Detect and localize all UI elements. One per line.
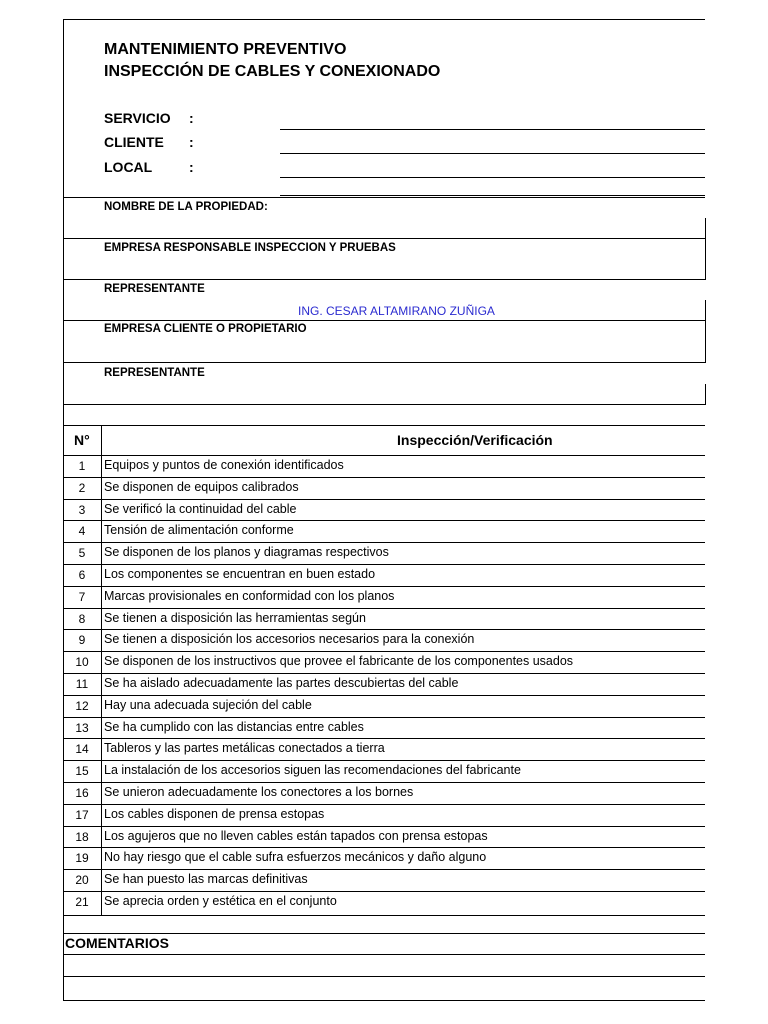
property-name-label: NOMBRE DE LA PROPIEDAD: <box>104 201 268 213</box>
row-text: Los cables disponen de prensa estopas <box>104 806 325 821</box>
row-divider <box>63 695 705 696</box>
row-divider <box>63 847 705 848</box>
row-divider <box>63 869 705 870</box>
divider-after-local <box>280 195 705 196</box>
row-number: 4 <box>78 524 86 539</box>
section-divider <box>63 362 706 363</box>
section-divider <box>63 279 706 280</box>
row-divider <box>63 717 705 718</box>
row-text: Equipos y puntos de conexión identificados <box>104 458 344 472</box>
field-input-cliente[interactable] <box>280 153 705 154</box>
form-title-line2: INSPECCIÓN DE CABLES Y CONEXIONADO <box>104 63 441 80</box>
table-row <box>63 586 705 608</box>
table-top-border <box>63 425 705 426</box>
row-divider <box>63 608 705 609</box>
row-divider <box>63 673 705 674</box>
table-row <box>63 804 705 826</box>
table-row <box>63 542 705 564</box>
row-text: Se verificó la continuidad del cable <box>104 501 297 516</box>
table-row <box>63 564 705 586</box>
table-row <box>63 520 705 542</box>
row-number: 13 <box>75 720 89 735</box>
row-text: No hay riesgo que el cable sufra esfuerzos mecánicos y daño alguno <box>104 850 487 865</box>
field-input-local[interactable] <box>280 177 705 178</box>
row-text: Se han puesto las marcas definitivas <box>104 872 308 887</box>
row-number: 10 <box>75 655 89 670</box>
row-divider <box>63 782 705 783</box>
table-row <box>63 717 705 739</box>
row-text: Los componentes se encuentran en buen estado <box>104 567 376 581</box>
row-number: 15 <box>75 764 89 779</box>
section-divider <box>63 197 705 198</box>
row-number: 2 <box>78 480 86 495</box>
table-row <box>63 673 705 695</box>
table-row <box>63 847 705 869</box>
row-divider <box>63 564 705 565</box>
row-number: 12 <box>75 698 89 713</box>
row-text: Se ha aislado adecuadamente las partes descubiertas del cable <box>104 676 459 690</box>
row-text: Se disponen de los instructivos que provee el fabricante de los componentes usados <box>104 654 574 669</box>
row-text: Tableros y las partes metálicas conectados a tierra <box>104 741 385 756</box>
row-divider <box>63 586 705 587</box>
row-number: 21 <box>75 895 89 909</box>
table-row <box>63 651 705 673</box>
row-divider <box>63 542 705 543</box>
row-divider <box>63 738 705 739</box>
table-row <box>63 695 705 717</box>
table-row <box>63 608 705 630</box>
table-row <box>63 782 705 804</box>
row-text: Hay una adecuada sujeción del cable <box>104 697 312 712</box>
row-number: 16 <box>75 786 89 800</box>
row-text: Se disponen de equipos calibrados <box>104 479 299 494</box>
field-label-local: LOCAL <box>104 159 153 175</box>
representative1-right-border <box>705 300 706 321</box>
responsible-right-border <box>705 238 706 280</box>
table-header-inspection: Inspección/Verificación <box>397 432 553 448</box>
comments-line[interactable] <box>63 954 705 955</box>
table-header-number: N° <box>74 432 90 448</box>
representative1-value: ING. CESAR ALTAMIRANO ZUÑIGA <box>298 304 495 318</box>
row-text: Se tienen a disposición las herramientas según <box>104 610 366 625</box>
table-row <box>63 477 705 499</box>
row-divider <box>63 891 705 892</box>
table-bottom-border <box>63 915 705 916</box>
row-text: Se ha cumplido con las distancias entre cables <box>104 719 364 734</box>
row-text: Se aprecia orden y estética en el conjunto <box>104 894 337 908</box>
comments-top-border <box>63 933 705 934</box>
table-row <box>63 869 705 891</box>
row-number: 1 <box>78 459 86 473</box>
row-divider <box>63 804 705 805</box>
section-divider <box>63 404 706 405</box>
section-divider <box>63 238 706 239</box>
row-divider <box>63 826 705 827</box>
row-number: 11 <box>75 677 89 691</box>
row-divider <box>63 760 705 761</box>
table-row <box>63 499 705 521</box>
row-text: Se tienen a disposición los accesorios necesarios para la conexión <box>104 632 475 647</box>
row-divider <box>63 477 705 478</box>
form-top-border <box>63 19 705 20</box>
field-sep-cliente: : <box>189 134 194 150</box>
responsible-company-label: EMPRESA RESPONSABLE INSPECCION Y PRUEBAS <box>104 242 396 254</box>
row-number: 6 <box>78 568 86 582</box>
table-row <box>63 891 705 913</box>
section-divider <box>63 320 706 321</box>
representative2-right-border <box>705 384 706 405</box>
field-input-servicio[interactable] <box>280 129 705 130</box>
client-right-border <box>705 320 706 362</box>
table-row <box>63 629 705 651</box>
table-row <box>63 455 705 477</box>
comments-label: COMENTARIOS <box>65 935 169 951</box>
row-number: 17 <box>75 807 89 822</box>
row-number: 9 <box>78 633 86 648</box>
row-text: Se unieron adecuadamente los conectores a los bornes <box>104 785 414 799</box>
row-divider <box>63 520 705 521</box>
comments-line[interactable] <box>63 1000 705 1001</box>
row-divider <box>63 499 705 500</box>
field-sep-servicio: : <box>189 110 194 126</box>
field-label-servicio: SERVICIO <box>104 110 171 126</box>
row-number: 14 <box>75 742 89 757</box>
row-text: Se disponen de los planos y diagramas respectivos <box>104 545 389 560</box>
row-number: 3 <box>78 502 86 517</box>
row-number: 20 <box>75 873 89 888</box>
row-number: 5 <box>78 546 86 561</box>
field-label-cliente: CLIENTE <box>104 134 164 150</box>
row-number: 8 <box>78 611 86 626</box>
row-text: Los agujeros que no lleven cables están tapados con prensa estopas <box>104 828 488 843</box>
property-right-border <box>705 218 706 239</box>
table-row <box>63 826 705 848</box>
comments-line[interactable] <box>63 976 705 977</box>
form-title-line1: MANTENIMIENTO PREVENTIVO <box>104 41 347 58</box>
field-sep-local: : <box>189 159 194 175</box>
row-text: Marcas provisionales en conformidad con los planos <box>104 588 395 603</box>
table-row <box>63 738 705 760</box>
row-text: Tensión de alimentación conforme <box>104 523 294 538</box>
representative1-label: REPRESENTANTE <box>104 283 205 295</box>
row-divider <box>63 629 705 630</box>
representative2-label: REPRESENTANTE <box>104 367 205 379</box>
row-number: 7 <box>78 589 86 604</box>
row-number: 18 <box>75 829 89 844</box>
row-text: La instalación de los accesorios siguen las recomendaciones del fabricante <box>104 763 521 778</box>
row-number: 19 <box>75 851 89 866</box>
table-row <box>63 760 705 782</box>
row-divider <box>63 651 705 652</box>
client-company-label: EMPRESA CLIENTE O PROPIETARIO <box>104 323 307 335</box>
